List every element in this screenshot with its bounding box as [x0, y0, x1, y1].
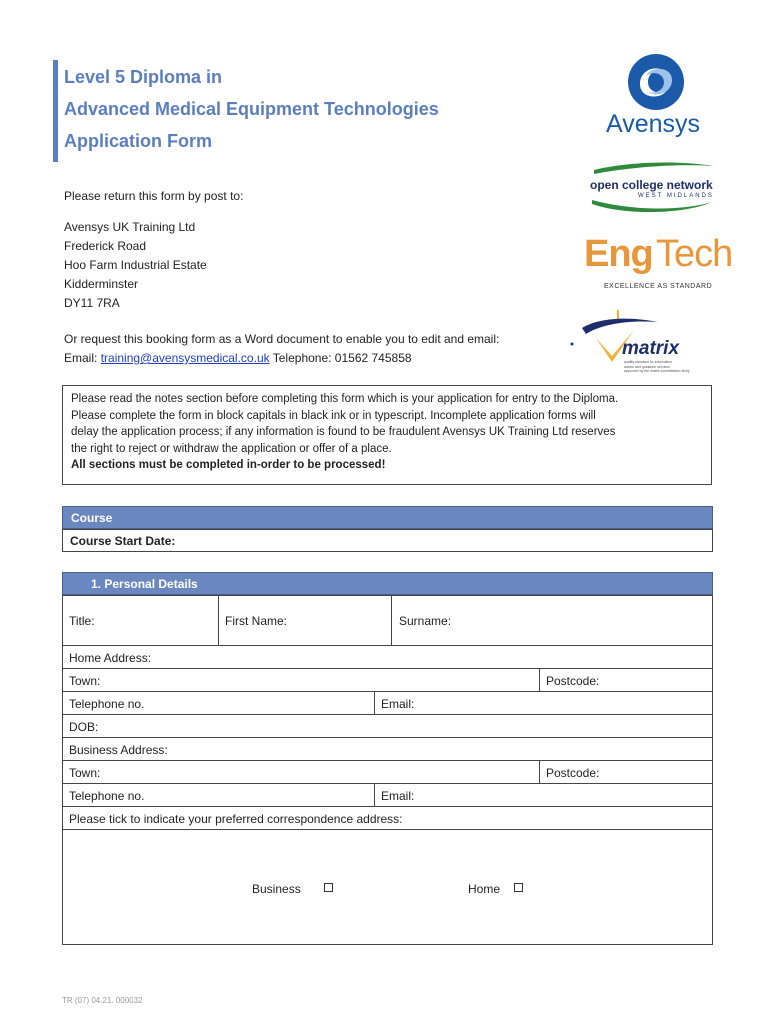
business-option-label: Business	[252, 882, 301, 896]
form-reference-footer: TR (07) 04.21. 000032	[62, 996, 143, 1005]
email-label: Email:	[64, 351, 98, 365]
matrix-smallprint-line: quality standard for information	[624, 360, 673, 364]
row-divider	[63, 783, 712, 784]
home-checkbox[interactable]	[514, 883, 523, 892]
notes-line: delay the application process; if any information is found to be fraudulent Avensys UK Training Ltd reserves	[71, 426, 616, 438]
business-address-label: Business Address:	[69, 743, 168, 757]
notes-line: the right to reject or withdraw the application or offer of a place.	[71, 442, 392, 455]
title-accent-bar	[53, 60, 58, 162]
row-divider	[63, 737, 712, 738]
row-divider	[63, 829, 712, 830]
matrix-logo	[568, 308, 718, 378]
notes-line: Please complete the form in block capitals in black ink or in typescript. Incomplete application forms will	[71, 409, 596, 422]
matrix-logo-smallprint	[624, 360, 690, 374]
home-option-label: Home	[468, 882, 501, 896]
contact-line	[64, 351, 412, 365]
course-start-date-field[interactable]	[62, 529, 713, 552]
engtech-logo-eng: Eng	[584, 233, 653, 275]
notes-box	[62, 385, 712, 485]
surname-field-label: Surname:	[399, 614, 452, 628]
column-divider	[374, 783, 375, 806]
matrix-logo-text: matrix	[622, 338, 680, 359]
address-line: Frederick Road	[64, 239, 147, 253]
matrix-smallprint-line: advice and guidance services	[624, 364, 670, 369]
title-field-label: Title:	[69, 614, 95, 628]
ocn-logo-subtext: WEST MIDLANDS	[638, 193, 714, 199]
ocn-logo	[586, 160, 716, 220]
address-line: DY11 7RA	[64, 296, 120, 310]
business-town-label: Town:	[69, 766, 101, 780]
postcode-label: Postcode:	[546, 674, 600, 688]
engtech-logo-tech: Tech	[656, 233, 733, 275]
ocn-logo-text: open college network	[590, 178, 713, 192]
personal-details-header: 1. Personal Details	[62, 572, 713, 595]
email-link[interactable]: training@avensysmedical.co.uk	[100, 351, 270, 365]
engtech-logo	[584, 233, 734, 293]
personal-details-table	[62, 595, 713, 945]
course-start-date-label: Course Start Date:	[70, 534, 176, 548]
request-text: Or request this booking form as a Word document to enable you to edit and email:	[64, 332, 500, 346]
row-divider	[63, 760, 712, 761]
dob-label: DOB:	[69, 720, 99, 734]
row-divider	[63, 691, 712, 692]
first-name-field-label: First Name:	[225, 614, 288, 628]
row-divider	[63, 806, 712, 807]
column-divider	[539, 760, 540, 783]
row-divider	[63, 645, 712, 646]
telephone-text: Telephone: 01562 745858	[272, 351, 412, 365]
business-email-label: Email:	[381, 789, 415, 803]
business-checkbox[interactable]	[324, 883, 333, 892]
row-divider	[63, 714, 712, 715]
avensys-logo-text: Avensys	[606, 110, 701, 138]
address-line: Avensys UK Training Ltd	[64, 220, 196, 234]
course-section-header: Course	[62, 506, 713, 529]
telephone-label: Telephone no.	[69, 697, 145, 711]
column-divider	[391, 596, 392, 645]
address-line: Hoo Farm Industrial Estate	[64, 258, 207, 272]
avensys-logo	[596, 52, 716, 142]
matrix-smallprint-line: approved by the matrix Accreditation Body	[624, 369, 690, 373]
column-divider	[218, 596, 219, 645]
home-address-label: Home Address:	[69, 651, 152, 665]
return-label: Please return this form by post to:	[64, 189, 244, 203]
town-label: Town:	[69, 674, 101, 688]
page-title-line1: Level 5 Diploma in	[64, 67, 223, 87]
engtech-logo-subtext: EXCELLENCE AS STANDARD	[604, 283, 713, 290]
email-field-label: Email:	[381, 697, 415, 711]
page-title-line3: Application Form	[64, 131, 212, 151]
correspondence-tick-label: Please tick to indicate your preferred correspondence address:	[69, 812, 403, 826]
notes-warning: All sections must be completed in-order to be processed!	[71, 459, 386, 471]
business-telephone-label: Telephone no.	[69, 789, 145, 803]
page-title-line2: Advanced Medical Equipment Technologies	[64, 99, 439, 119]
column-divider	[539, 668, 540, 691]
address-line: Kidderminster	[64, 277, 139, 291]
notes-line: Please read the notes section before completing this form which is your application for entry to the Diploma.	[71, 393, 619, 405]
row-divider	[63, 668, 712, 669]
column-divider	[374, 691, 375, 714]
business-postcode-label: Postcode:	[546, 766, 600, 780]
